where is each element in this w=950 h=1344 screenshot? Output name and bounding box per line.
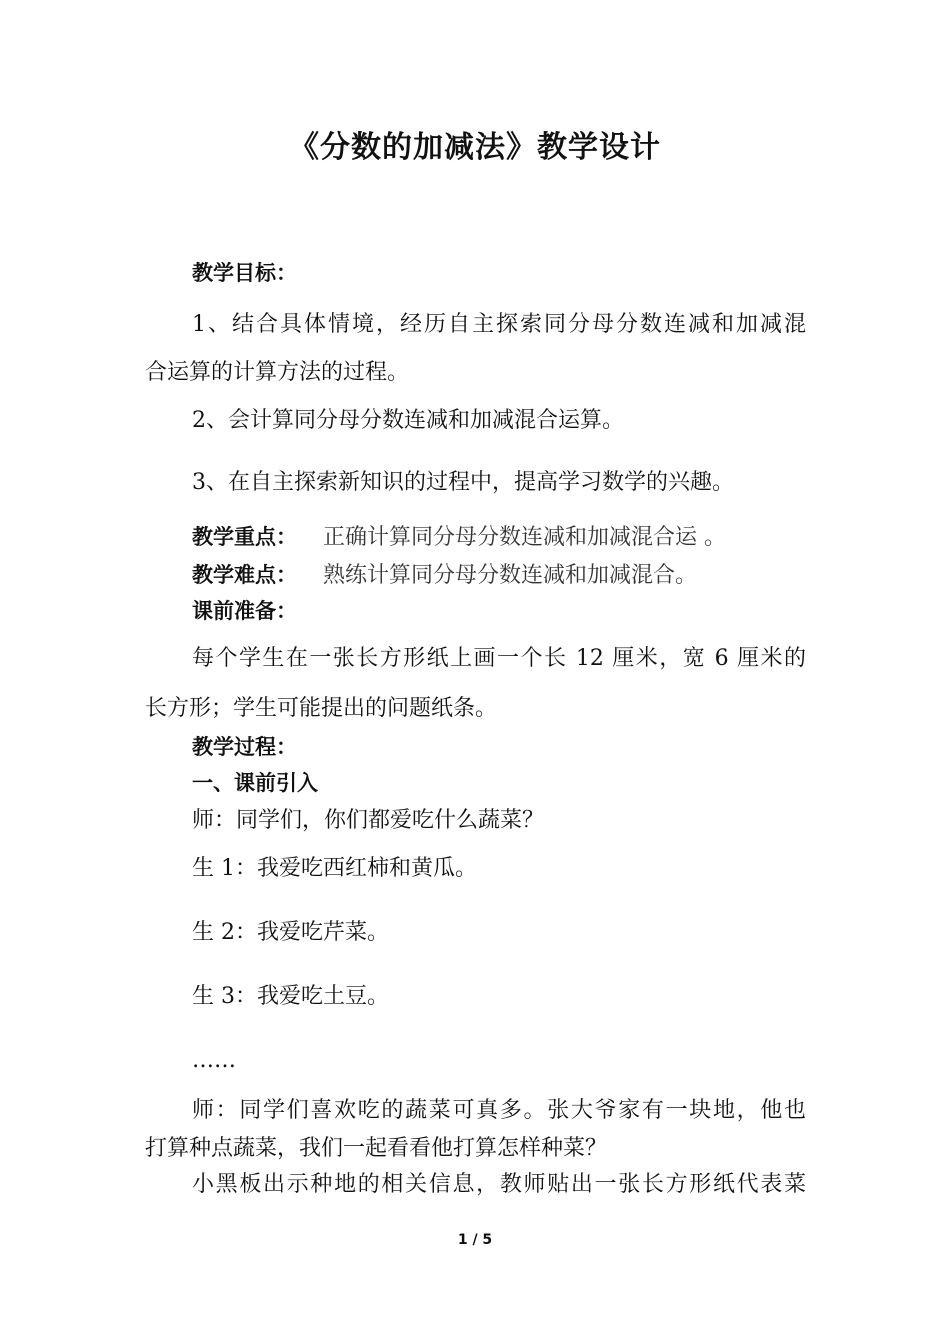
objective-1-line-2: 合运算的计算方法的过程。 <box>145 360 410 385</box>
student-1-line: 生 1：我爱吃西红柿和黄瓜。 <box>192 856 477 881</box>
preparation-line-1: 每个学生在一张长方形纸上画一个长 12 厘米，宽 6 厘米的 <box>192 646 806 671</box>
preparation-heading: 课前准备： <box>192 599 297 623</box>
teacher-line-1: 师：同学们，你们都爱吃什么蔬菜？ <box>192 808 545 833</box>
ellipsis: …… <box>192 1048 236 1073</box>
student-3-line: 生 3：我爱吃土豆。 <box>192 984 389 1009</box>
process-heading: 教学过程： <box>192 735 297 759</box>
preparation-line-2: 长方形；学生可能提出的问题纸条。 <box>145 696 498 721</box>
key-point-text: 正确计算同分母分数连减和加减混合运 。 <box>323 525 726 550</box>
objective-1-line-1: 1、结合具体情境，经历自主探索同分母分数连减和加减混 <box>192 312 806 337</box>
key-point-row <box>192 522 726 553</box>
page-title: 《分数的加减法》教学设计 <box>289 130 661 165</box>
difficulty-row <box>192 560 697 591</box>
difficulty-text: 熟练计算同分母分数连减和加减混合。 <box>323 563 698 588</box>
difficulty-label: 教学难点： <box>192 563 297 587</box>
student-2-line: 生 2：我爱吃芹菜。 <box>192 920 389 945</box>
key-point-label: 教学重点： <box>192 525 297 549</box>
teacher-line-2b: 打算种点蔬菜，我们一起看看他打算怎样种菜？ <box>145 1136 608 1161</box>
section-1-heading: 一、课前引入 <box>192 771 318 795</box>
teacher-line-2a: 师：同学们喜欢吃的蔬菜可真多。张大爷家有一块地，他也 <box>192 1098 806 1123</box>
objective-3: 3、在自主探索新知识的过程中，提高学习数学的兴趣。 <box>192 470 734 495</box>
board-line-1: 小黑板出示种地的相关信息，教师贴出一张长方形纸代表菜 <box>192 1172 806 1197</box>
objective-2: 2、会计算同分母分数连减和加减混合运算。 <box>192 408 624 433</box>
objectives-heading: 教学目标： <box>192 261 297 285</box>
page-number: 1 / 5 <box>457 1232 493 1248</box>
